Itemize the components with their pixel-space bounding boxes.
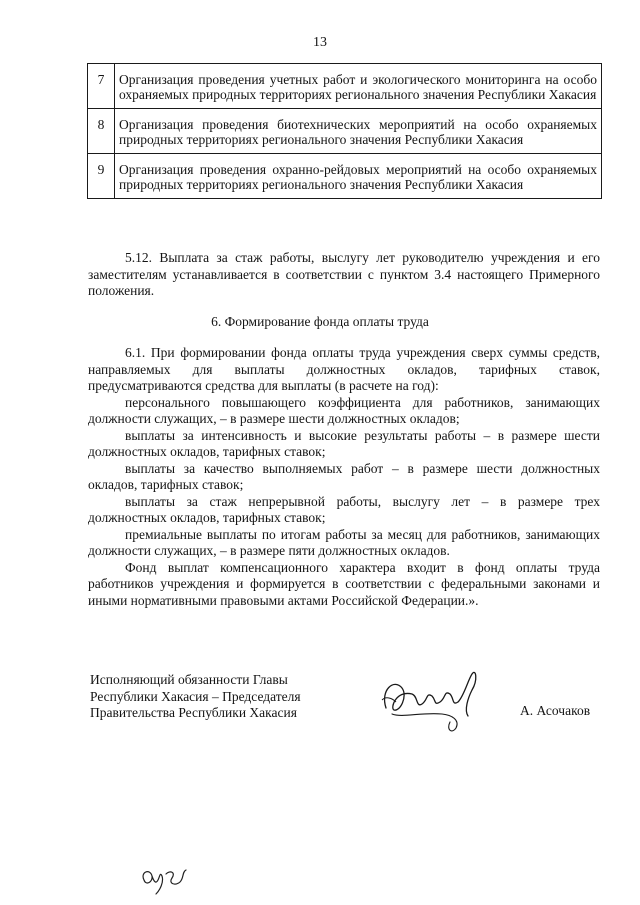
row-text: Организация проведения учетных работ и экологического мониторинга на особо охраняемых природных территориях регионального значения Республики Хакасия xyxy=(115,64,602,109)
handwritten-note xyxy=(138,858,198,898)
clause-6-1-item: персонального повышающего коэффициента для работников, занимающих должности служащих, – в размере шести должностных окладов; xyxy=(88,394,600,426)
clause-6-1-item: выплаты за интенсивность и высокие результаты работы – в размере шести должностных окладов, тарифных ставок; xyxy=(88,427,600,459)
fund-paragraph: Фонд выплат компенсационного характера входит в фонд оплаты труда работников учреждения и формируется в соответствии с федеральными законами и иными нормативными правовыми актами Российской Федерации.». xyxy=(88,559,600,608)
row-number: 9 xyxy=(88,154,115,199)
row-number: 8 xyxy=(88,109,115,154)
clause-5-12-text: 5.12. Выплата за стаж работы, выслугу лет руководителю учреждения и его заместителям устанавливается в соответствии с пунктом 3.4 настоящего Примерного положения. xyxy=(88,250,600,298)
clause-6-1-item: премиальные выплаты по итогам работы за месяц для работников, занимающих должности служащих, – в размере пяти должностных окладов. xyxy=(88,526,600,558)
section-title: 6. Формирование фонда оплаты труда xyxy=(211,314,429,329)
row-number: 7 xyxy=(88,64,115,109)
signatory-title-line: Исполняющий обязанности Главы xyxy=(90,672,288,687)
clause-6-1-item: выплаты за качество выполняемых работ – в размере шести должностных окладов, тарифных ставок; xyxy=(88,460,600,492)
table-row xyxy=(88,64,602,109)
signatory-title xyxy=(90,672,301,722)
signatory-title-line: Республики Хакасия – Председателя xyxy=(90,688,301,704)
signatory-title-line: Правительства Республики Хакасия xyxy=(90,705,297,720)
row-text: Организация проведения охранно-рейдовых мероприятий на особо охраняемых природных территориях регионального значения Республики Хакасия xyxy=(115,154,602,199)
clause-5-12 xyxy=(88,250,600,300)
page-number: 13 xyxy=(313,35,327,50)
table-row xyxy=(88,109,602,154)
signatory-name: А. Асочаков xyxy=(520,703,591,718)
clause-6-1-item: выплаты за стаж непрерывной работы, выслугу лет – в размере трех должностных окладов, тарифных ставок; xyxy=(88,493,600,525)
handwritten-signature xyxy=(372,660,492,740)
clause-6-1 xyxy=(88,345,600,609)
row-text: Организация проведения биотехнических мероприятий на особо охраняемых природных территориях регионального значения Республики Хакасия xyxy=(115,109,602,154)
table-row xyxy=(88,154,602,199)
clause-6-1-intro: 6.1. При формировании фонда оплаты труда учреждения сверх суммы средств, направляемых для выплаты должностных окладов, тарифных ставок, предусматриваются средства для выплаты (в расчете на год): xyxy=(88,345,600,393)
activities-table xyxy=(87,63,602,199)
